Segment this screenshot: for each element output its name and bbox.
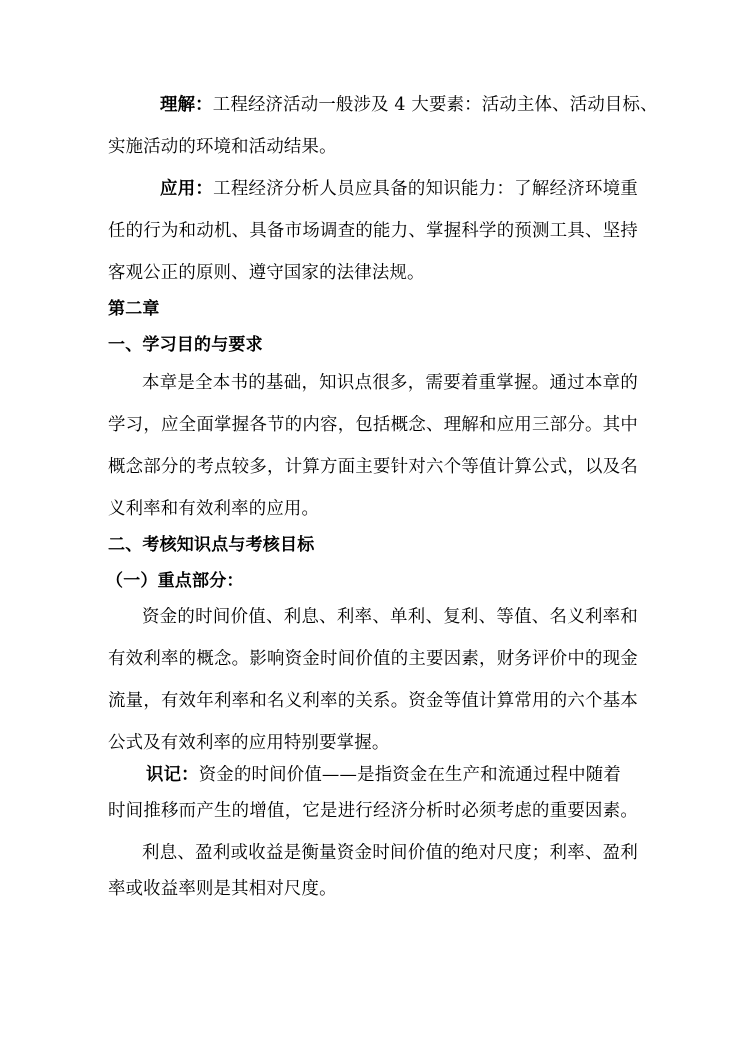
goals-text-line-4: 义利率和有效利率的应用。: [108, 499, 320, 519]
goals-text-line-3: 概念部分的考点较多，计算方面主要针对六个等值计算公式，以及名: [108, 457, 638, 477]
key-points-text-line-1: 资金的时间价值、利息、利率、单利、复利、等值、名义利率和: [142, 607, 638, 627]
application-text-line-2: 任的行为和动机、具备市场调查的能力、掌握科学的预测工具、坚持: [108, 221, 638, 241]
understanding-label: 理解：: [160, 95, 213, 115]
goals-text-line-1: 本章是全本书的基础，知识点很多，需要着重掌握。通过本章的: [142, 373, 638, 393]
measure-text-line-1: 利息、盈利或收益是衡量资金时间价值的绝对尺度；利率、盈利: [142, 843, 638, 863]
key-points-text-line-3: 流量，有效年利率和名义利率的关系。资金等值计算常用的六个基本: [108, 691, 638, 711]
understanding-text-line-1: 工程经济活动一般涉及 4 大要素：活动主体、活动目标、: [212, 95, 658, 115]
understanding-text-line-2: 实施活动的环境和活动结果。: [108, 137, 337, 157]
chapter-title: 第二章: [108, 299, 160, 319]
section-2-title: 二、考核知识点与考核目标: [108, 535, 315, 555]
application-text-line-3: 客观公正的原则、遵守国家的法律法规。: [108, 263, 425, 283]
understanding-paragraph-line-1: [160, 94, 658, 116]
memorize-paragraph-line-1: [146, 764, 638, 786]
key-points-text-line-2: 有效利率的概念。影响资金时间价值的主要因素，财务评价中的现金: [108, 649, 638, 669]
goals-text-line-2: 学习，应全面掌握各节的内容，包括概念、理解和应用三部分。其中: [108, 415, 638, 435]
subsection-1-title: （一）重点部分：: [106, 571, 244, 591]
measure-text-line-2: 率或收益率则是其相对尺度。: [108, 879, 337, 899]
application-text-line-1: 工程经济分析人员应具备的知识能力：了解经济环境重: [213, 179, 638, 199]
memorize-text-line-1: 资金的时间价值——是指资金在生产和流通过程中随着: [198, 765, 621, 785]
section-1-title: 一、学习目的与要求: [108, 335, 263, 355]
key-points-text-line-4: 公式及有效利率的应用特别要掌握。: [108, 733, 390, 753]
memorize-text-line-2: 时间推移而产生的增值，它是进行经济分析时必须考虑的重要因素。: [108, 801, 638, 821]
application-label: 应用：: [160, 179, 214, 199]
memorize-label: 识记：: [146, 765, 199, 785]
application-paragraph-line-1: [160, 178, 638, 200]
